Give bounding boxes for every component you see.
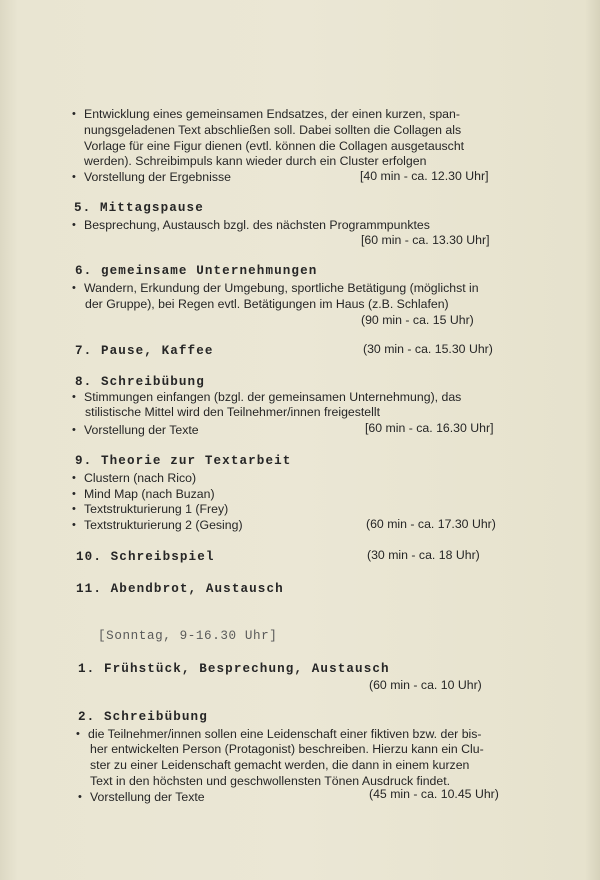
bullet-text: Stimmungen einfangen (bzgl. der gemeinsamen Unternehmung), das bbox=[84, 390, 462, 404]
bullet-text: Vorstellung der Texte bbox=[90, 790, 205, 804]
bullet-text-continuation: werden). Schreibimpuls kann wieder durch ein Cluster erfolgen bbox=[84, 154, 427, 168]
section-heading: 7. Pause, Kaffee bbox=[75, 344, 214, 358]
bullet-text-continuation: Text in den höchsten und geschwollensten Tönen Ausdruck findet. bbox=[90, 774, 451, 788]
duration-note: [60 min - ca. 13.30 Uhr] bbox=[361, 233, 490, 247]
bullet-text: Textstrukturierung 1 (Frey) bbox=[84, 502, 229, 516]
bullet-text-continuation: her entwickelten Person (Protagonist) beschreiben. Hierzu kann ein Clu- bbox=[90, 742, 484, 756]
section-heading: 5. Mittagspause bbox=[74, 201, 204, 215]
document-page: • Entwicklung eines gemeinsamen Endsatzes, der einen kurzen, span- nungsgeladenen Text abschließen soll. Dabei sollten die Collagen als Vorlage für eine Figur dienen (evtl. können die Collagen ausgetauscht werden). Schreibimpuls kann wieder durch ein Cluster erfolgen • Vorstellung der Ergebnisse [40 min - ca. 12.30 Uhr] 5. Mittagspause • Besprechung, Austausch bzgl. des nächsten Programmpunktes [60 min - ca. 13.30 Uhr] 6. gemeinsame Unternehmungen • Wandern, Erkundung der Umgebung, sportliche Betätigung (möglichst in der Gruppe), bei Regen evtl. Betätigungen im Haus (z.B. Schlafen) (90 min - ca. 15 Uhr) 7. Pause, Kaffee (30 min - ca. 15.30 Uhr) 8. Schreibübung • Stimmungen einfangen (bzgl. der gemeinsamen Unternehmung), das stilistische Mittel wird den Teilnehmer/innen freigestellt • Vorstellung der Texte [60 min - ca. 16.30 Uhr] 9. Theorie zur Textarbeit • Clustern (nach Rico) • Mind Map (nach Buzan) • Textstrukturierung 1 (Frey) • Textstrukturierung 2 (Gesing) (60 min - ca. 17.30 Uhr) 10. Schreibspiel (30 min - ca. 18 Uhr) 11. Abendbrot, Austausch [Sonntag, 9-16.30 Uhr] 1. Frühstück, Besprechung, Austausch (60 min - ca. 10 Uhr) 2. Schreibübung • die Teilnehmer/innen sollen eine Leidenschaft einer fiktiven bzw. der bis- her entwickelten Person (Protagonist) beschreiben. Hierzu kann ein Clu- ster zu einer Leidenschaft gemacht werden, die dann in einem kurzen Text in den höchsten und geschwollensten Tönen Ausdruck findet. • Vorstellung der Texte (45 min - ca. 10.45 Uhr) bbox=[0, 0, 600, 880]
duration-note: (60 min - ca. 17.30 Uhr) bbox=[366, 517, 496, 531]
bullet-text: Vorstellung der Texte bbox=[84, 423, 199, 437]
duration-note: [40 min - ca. 12.30 Uhr] bbox=[360, 169, 489, 183]
duration-note: (45 min - ca. 10.45 Uhr) bbox=[369, 787, 499, 801]
duration-note: (90 min - ca. 15 Uhr) bbox=[361, 313, 474, 327]
section-heading: 8. Schreibübung bbox=[75, 375, 205, 389]
duration-note: (30 min - ca. 15.30 Uhr) bbox=[363, 342, 493, 356]
section-heading: 2. Schreibübung bbox=[78, 710, 208, 724]
bullet-text-continuation: Vorlage für eine Figur dienen (evtl. können die Collagen ausgetauscht bbox=[84, 139, 465, 153]
section-heading: 11. Abendbrot, Austausch bbox=[76, 582, 284, 596]
bullet-text-continuation: der Gruppe), bei Regen evtl. Betätigungen im Haus (z.B. Schlafen) bbox=[85, 297, 449, 311]
bullet-text: Mind Map (nach Buzan) bbox=[84, 487, 215, 501]
bullet-text-continuation: ster zu einer Leidenschaft gemacht werden, die dann in einem kurzen bbox=[90, 758, 470, 772]
bullet-text: Wandern, Erkundung der Umgebung, sportliche Betätigung (möglichst in bbox=[84, 281, 479, 295]
duration-note: (60 min - ca. 10 Uhr) bbox=[369, 678, 482, 692]
bullet-text: die Teilnehmer/innen sollen eine Leidenschaft einer fiktiven bzw. der bis- bbox=[88, 727, 482, 741]
bullet-text-continuation: stilistische Mittel wird den Teilnehmer/innen freigestellt bbox=[85, 405, 381, 419]
section-heading: 1. Frühstück, Besprechung, Austausch bbox=[78, 662, 390, 676]
bullet-text: Vorstellung der Ergebnisse bbox=[84, 170, 231, 184]
section-heading: 9. Theorie zur Textarbeit bbox=[75, 454, 292, 468]
bullet-text: Clustern (nach Rico) bbox=[84, 471, 197, 485]
section-heading: 10. Schreibspiel bbox=[76, 550, 215, 564]
duration-note: [60 min - ca. 16.30 Uhr] bbox=[365, 421, 494, 435]
day-subtitle: [Sonntag, 9-16.30 Uhr] bbox=[98, 629, 278, 643]
bullet-text: Besprechung, Austausch bzgl. des nächsten Programmpunktes bbox=[84, 218, 430, 232]
bullet-text-continuation: nungsgeladenen Text abschließen soll. Dabei sollten die Collagen als bbox=[84, 123, 462, 137]
bullet-text: Entwicklung eines gemeinsamen Endsatzes, der einen kurzen, span- bbox=[84, 107, 460, 121]
bullet-text: Textstrukturierung 2 (Gesing) bbox=[84, 518, 243, 532]
duration-note: (30 min - ca. 18 Uhr) bbox=[367, 548, 480, 562]
section-heading: 6. gemeinsame Unternehmungen bbox=[75, 264, 318, 278]
